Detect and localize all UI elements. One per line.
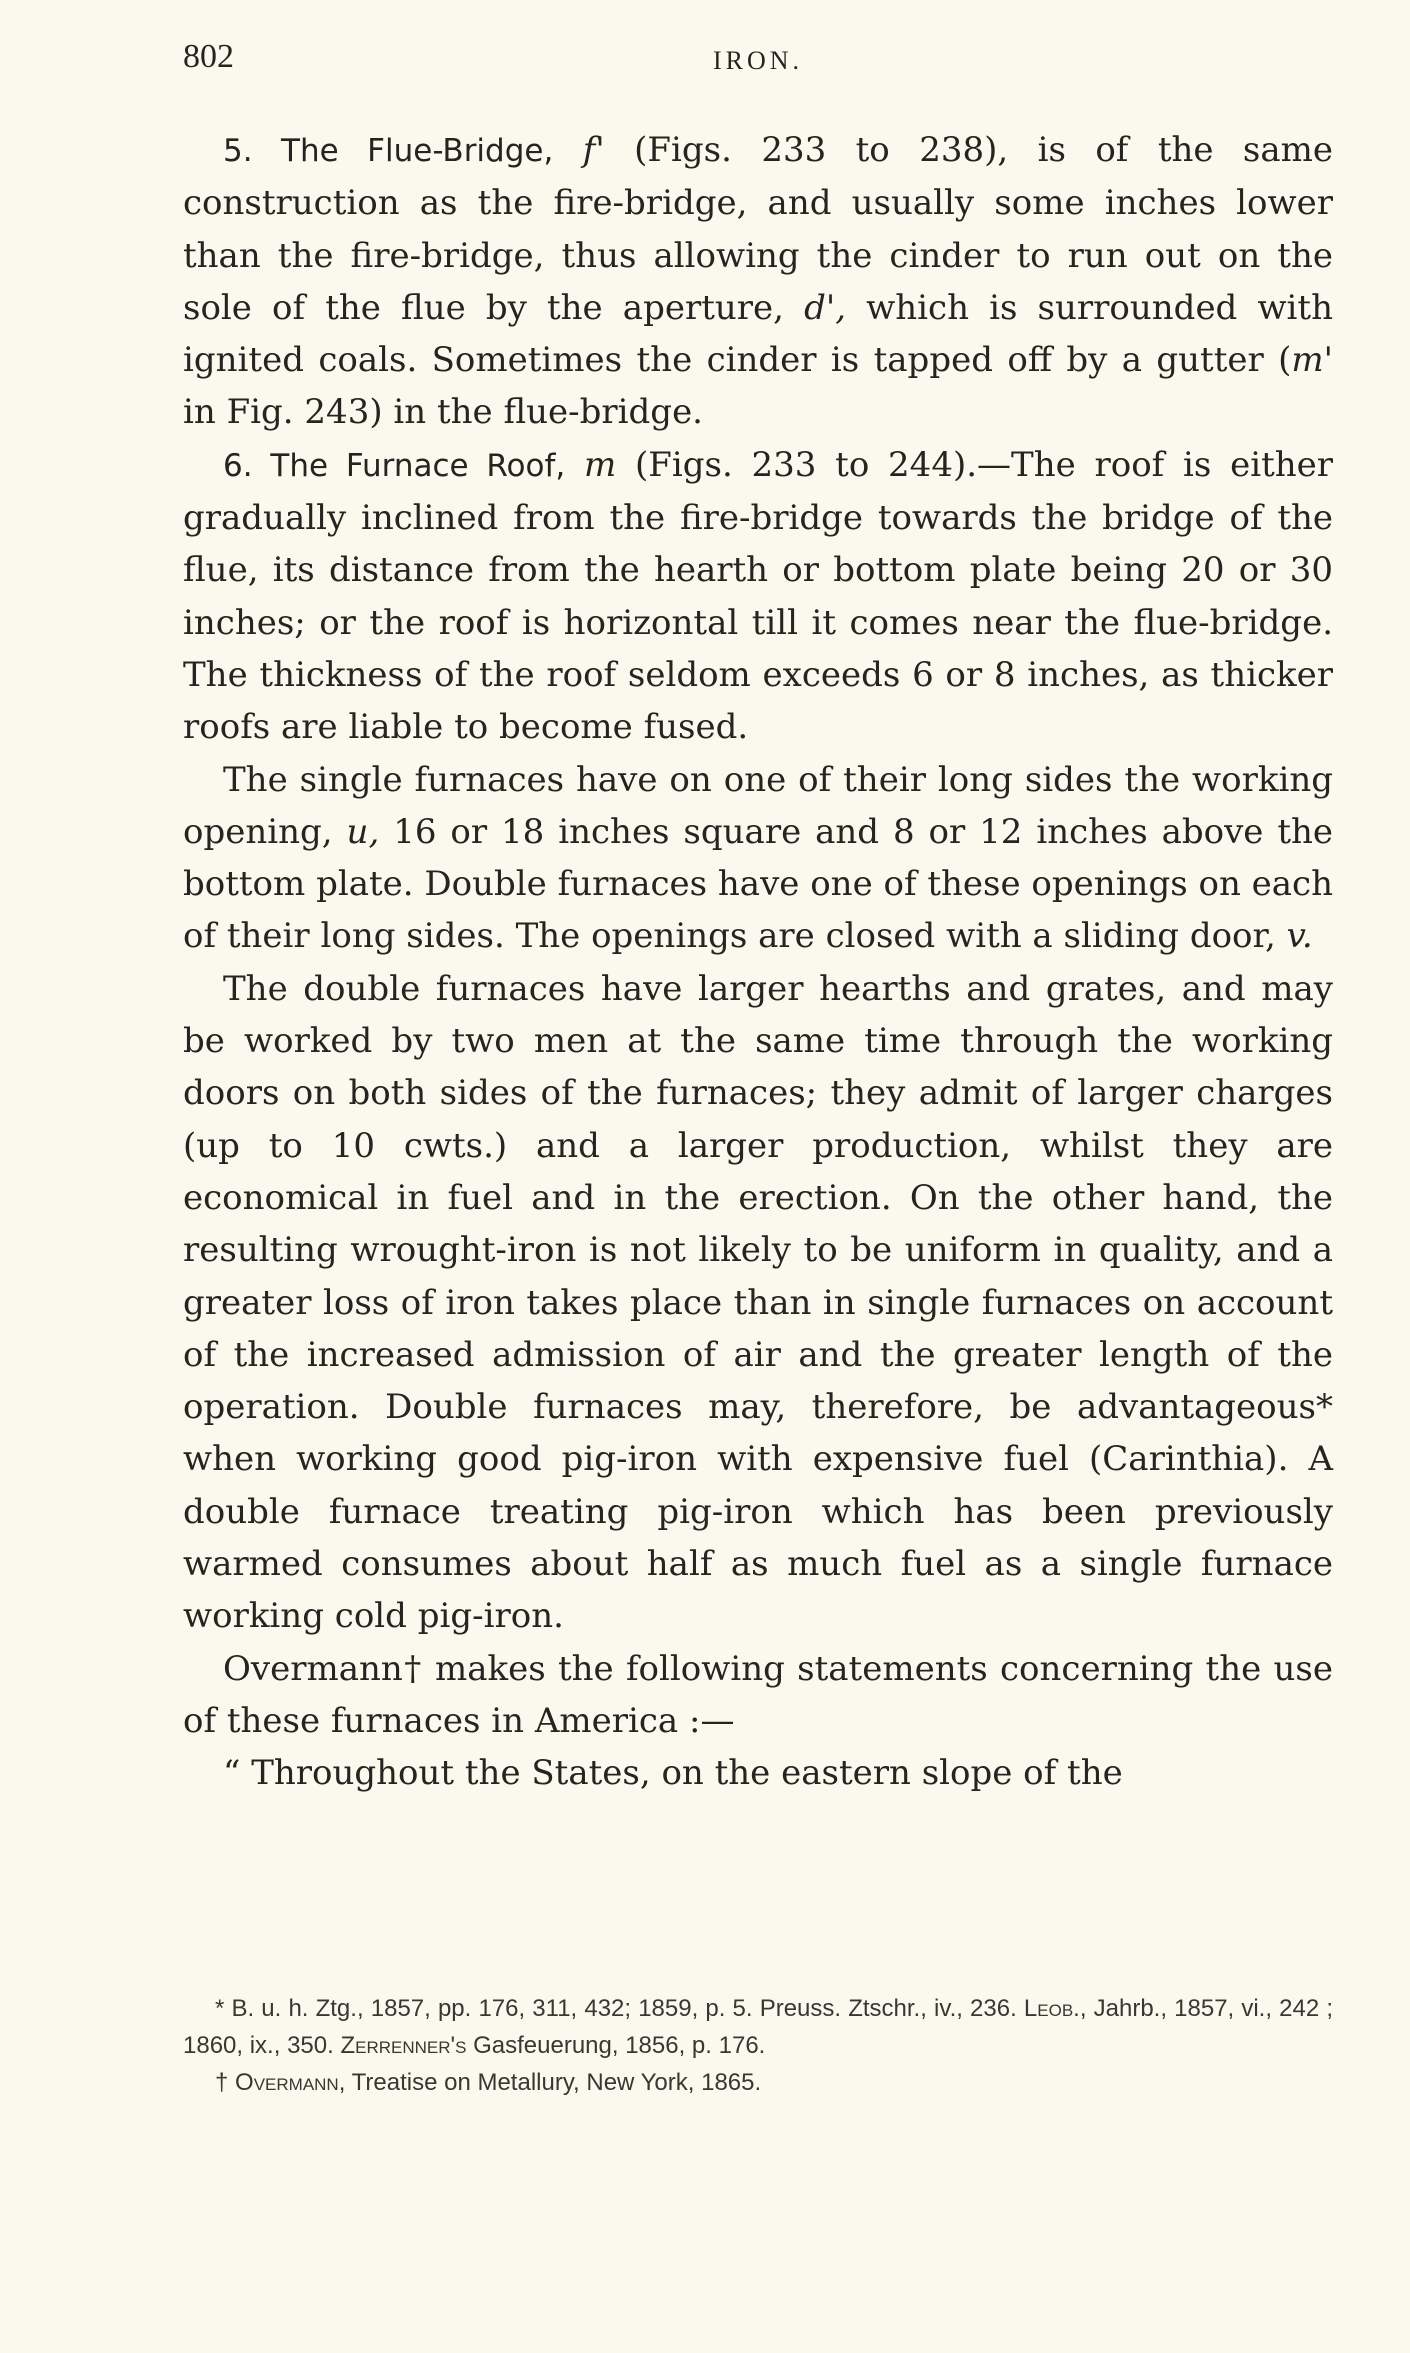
footnote-text: Treatise on Metallury, New York, 1865.	[351, 2069, 762, 2096]
page-number: 802	[183, 38, 234, 75]
page-header	[183, 38, 1333, 88]
section-heading: 6. The Furnace Roof,	[223, 447, 566, 484]
paragraph-text: “ Throughout the States, on the eastern slope of the	[223, 1753, 1123, 1794]
figure-ref: d',	[804, 287, 847, 328]
paragraph-text: The single furnaces have on one of their long sides the working opening,	[183, 759, 1333, 852]
body-text	[183, 124, 1333, 1800]
footnote-marker: †	[215, 2069, 229, 2096]
paragraph-single-furnaces	[183, 754, 1333, 963]
figure-ref: f'	[582, 130, 605, 170]
footnote-text: Jahrb., 1857, vi., 242 ; 1860, ix., 350.	[183, 1995, 1333, 2059]
paragraph-text: in Fig. 243) in the flue-bridge.	[183, 392, 703, 433]
footnote-text: Gasfeuerung, 1856, p. 176.	[473, 2032, 766, 2059]
footnote-author: Leob.,	[1023, 1995, 1087, 2022]
footnote-text: * B. u. h. Ztg., 1857, pp. 176, 311, 432; 1859, p. 5. Preuss. Ztschr., iv., 236.	[215, 1995, 1017, 2022]
footnote	[183, 2064, 1333, 2101]
footnote	[183, 1990, 1333, 2064]
paragraph-quote	[183, 1747, 1333, 1799]
running-title: IRON.	[712, 46, 804, 75]
footnote-author: Zerrenner's	[340, 2032, 467, 2059]
figure-ref: v.	[1286, 916, 1313, 957]
figure-ref: m'	[1291, 340, 1333, 381]
figure-ref: u,	[346, 811, 380, 852]
paragraph-furnace-roof	[183, 439, 1333, 754]
footnote-author: Overmann,	[235, 2069, 346, 2096]
footnotes	[183, 1990, 1333, 2101]
paragraph-double-furnaces	[183, 963, 1333, 1643]
paragraph-text: (Figs. 233 to 244).—The roof is either gradually inclined from the fire-bridge towards the bridge of the flue, its distance from the hearth or bottom plate being 20 or 30 inches; or the roof is horizontal till it comes near the flue-bridge. The thickness of the roof seldom exceeds 6 or 8 inches, as thicker roofs are liable to become fused.	[183, 444, 1334, 748]
section-heading: 5. The Flue-Bridge,	[223, 133, 554, 169]
paragraph-text: 16 or 18 inches square and 8 or 12 inches above the bottom plate. Double furnaces have one of these openings on each of their long sides. The openings are closed with a sliding door,	[183, 811, 1334, 957]
paragraph-text: which is surrounded with ignited coals. Sometimes the cinder is tapped off by a gutter (	[183, 287, 1333, 381]
figure-ref: m	[584, 444, 617, 485]
paragraph-text: The double furnaces have larger hearths and grates, and may be worked by two men at the same time through the working doors on both sides of the furnaces; they admit of larger charges (up to 10 cwts.) and a larger production, whilst they are economical in fuel and in the erection. On the other hand, the resulting wrought-iron is not likely to be uniform in quality, and a greater loss of iron takes place than in single furnaces on account of the increased admission of air and the greater length of the operation. Double furnaces may, therefore, be advantageous* when working good pig-iron with expensive fuel (Carinthia). A double furnace treating pig-iron which has been previously warmed consumes about half as much fuel as a single furnace working cold pig-iron.	[183, 968, 1333, 1637]
paragraph-flue-bridge	[183, 124, 1333, 439]
paragraph-text: (Figs. 233 to 238), is of the same construction as the fire-bridge, and usually some inches lower than the fire-bridge, thus allowing the cinder to run out on the sole of the flue by the aperture,	[183, 130, 1334, 328]
paragraph-text: Overmann† makes the following statements concerning the use of these furnaces in America :—	[183, 1648, 1333, 1741]
paragraph-overmann	[183, 1643, 1333, 1748]
